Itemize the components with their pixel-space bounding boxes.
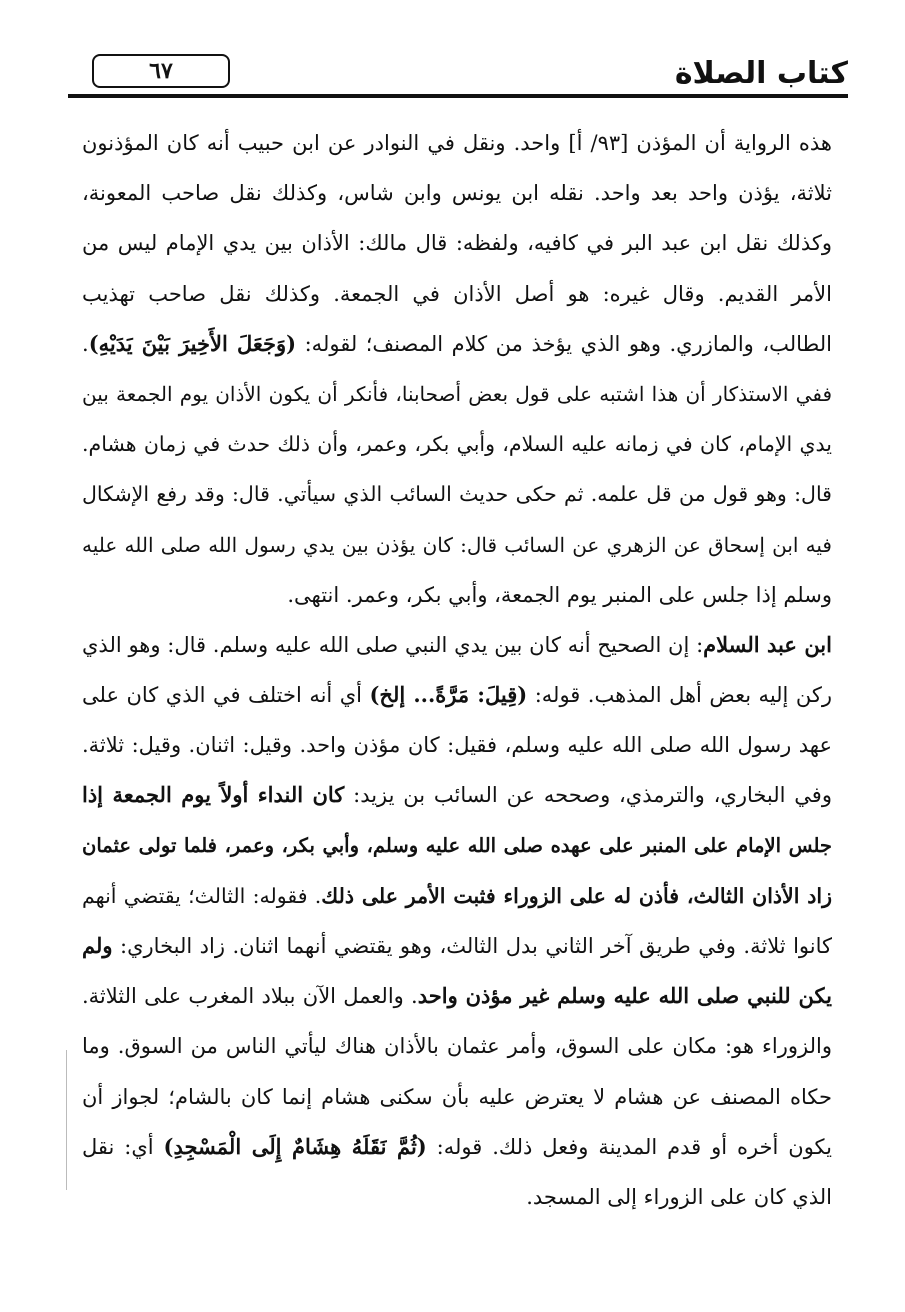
text-span: يكون أخره أو قدم المدينة وفعل ذلك. قوله: [426,1134,832,1159]
text-line [82,1172,832,1222]
text-line [82,720,832,770]
text-line [82,419,832,469]
text-line [82,1072,832,1122]
text-line [82,520,832,570]
text-span: وسلم إذا جلس على المنبر يوم الجمعة، وأبي بكر، وعمر. انتهى. [287,582,832,607]
text-span: ثلاثة، يؤذن واحد بعد واحد. نقله ابن يونس وابن شاس، وكذلك نقل صاحب المعونة، [82,181,832,206]
text-line [82,620,832,670]
page-header [68,52,848,100]
text-span: الطالب، والمازري. وهو الذي يؤخذ من كلام المصنف؛ لقوله: [296,331,832,356]
text-span: هذه الرواية أن المؤذن [٩٣/ أ] واحد. ونقل في النوادر عن ابن حبيب أنه كان المؤذنون [82,131,832,155]
text-span: قال: وهو قول من قل علمه. ثم حكى حديث السائب الذي سيأتي. قال: وقد رفع الإشكال [82,482,832,507]
text-line [82,168,832,218]
header-rule [68,94,848,98]
text-span: ففي الاستذكار أن هذا اشتبه على قول بعض أصحابنا، فأنكر أن يكون الأذان يوم الجمعة بين [82,381,832,406]
page-number: ٦٧ [92,54,230,88]
bold-text-span: ولم [82,933,113,958]
bold-text-span: كان النداء أولاً يوم الجمعة إذا [82,782,345,808]
text-span: الذي كان على الزوراء إلى المسجد. [526,1184,832,1209]
text-span: أي: نقل [82,1134,164,1159]
text-line [82,369,832,419]
text-span: وفي البخاري، والترمذي، وصححه عن السائب بن يزيد: [344,783,832,808]
text-line [82,1122,832,1172]
text-span: عهد رسول الله صلى الله عليه وسلم، فقيل: كان مؤذن واحد. وقيل: اثنان. وقيل: ثلاثة. [82,733,832,758]
bold-text-span: زاد الأذان الثالث، فأذن له على الزوراء فثبت الأمر على ذلك [321,883,833,908]
text-span: حكاه المصنف عن هشام لا يعترض عليه بأن سكنى هشام إنما كان بالشام؛ لجواز أن [82,1084,832,1109]
text-span: أي أنه اختلف في الذي كان على [82,683,370,708]
text-line [82,319,832,369]
text-span: فيه ابن إسحاق عن الزهري عن السائب قال: كان يؤذن بين يدي رسول الله صلى الله عليه [82,532,832,557]
text-span: : إن الصحيح أنه كان بين يدي النبي صلى الله عليه وسلم. قال: وهو الذي [82,632,704,657]
text-span: . والعمل الآن ببلاد المغرب على الثلاثة. [82,984,418,1009]
text-line [82,821,832,871]
text-line [82,770,832,820]
text-line [82,269,832,319]
bold-text-span: (قِيلَ: مَرَّةً... إلخ) [369,682,528,708]
bold-text-span: جلس الإمام على المنبر على عهده صلى الله عليه وسلم، وأبي بكر، وعمر، فلما تولى عثمان [82,833,832,857]
text-span: وكذلك نقل ابن عبد البر في كافيه، ولفظه: قال مالك: الأذان بين يدي الإمام ليس من [82,231,832,256]
text-line [82,218,832,268]
text-line [82,921,832,971]
text-span: ركن إليه بعض أهل المذهب. قوله: [527,683,832,708]
bold-text-span: يكن للنبي صلى الله عليه وسلم غير مؤذن واحد [417,983,832,1009]
text-line [82,1021,832,1071]
text-line [82,871,832,921]
margin-line [66,1050,67,1190]
bold-text-span: ابن عبد السلام [703,631,832,657]
text-span: كانوا ثلاثة. وفي طريق آخر الثاني بدل الثالث، وهو يقتضي أنهما اثنان. زاد البخاري: [112,934,832,958]
text-line [82,469,832,519]
text-span: يدي الإمام، كان في زمانه عليه السلام، وأبي بكر، وعمر، وأن ذلك حدث في زمان هشام. [82,432,832,457]
text-span: الأمر القديم. وقال غيره: هو أصل الأذان في الجمعة. وكذلك نقل صاحب تهذيب [82,281,832,306]
bold-text-span: (ثُمَّ نَقَلَهُ هِشَامٌ إِلَى الْمَسْجِدِ) [163,1133,427,1159]
text-line [82,118,832,168]
text-span: . [82,331,89,356]
text-line [82,570,832,620]
text-line [82,971,832,1021]
text-span: والزوراء هو: مكان على السوق، وأمر عثمان بالأذان هناك ليأتي الناس من السوق. وما [82,1034,832,1059]
body-text [82,118,832,1222]
text-line [82,670,832,720]
bold-text-span: (وَجَعَلَ الأَخِيرَ بَيْنَ يَدَيْهِ) [88,330,297,356]
running-title: كتاب الصلاة [674,56,848,91]
text-span: . فقوله: الثالث؛ يقتضي أنهم [82,883,322,908]
